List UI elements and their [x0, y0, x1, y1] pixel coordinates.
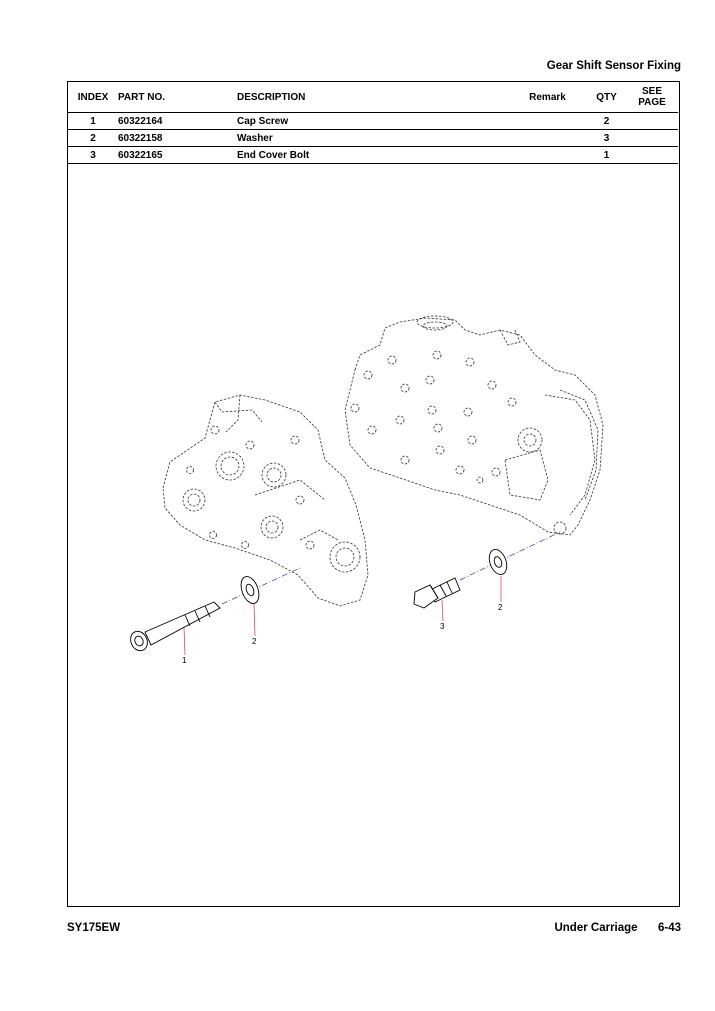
cell-description: Washer [237, 130, 508, 147]
end-cover-bolt-part [414, 578, 460, 608]
cell-index: 3 [68, 147, 118, 164]
cell-qty: 3 [587, 130, 626, 147]
callout-3: 3 [440, 622, 445, 631]
footer-right [554, 922, 681, 934]
footer-chapter: Under Carriage [554, 922, 638, 934]
cell-part-no: 60322164 [118, 113, 237, 130]
cell-description: Cap Screw [237, 113, 508, 130]
callout-2-left: 2 [252, 637, 257, 646]
col-remark: Remark [508, 82, 587, 113]
centerline-right [460, 532, 560, 580]
col-index: INDEX [68, 82, 118, 113]
col-qty: QTY [587, 82, 626, 113]
cell-part-no: 60322158 [118, 130, 237, 147]
cell-qty: 2 [587, 113, 626, 130]
centerline-left [222, 568, 300, 604]
col-see-page-line1: SEE [641, 86, 662, 97]
cell-part-no: 60322165 [118, 147, 237, 164]
leader-line-2-left [254, 604, 255, 636]
washer-part-left [238, 574, 263, 606]
leader-line-3 [442, 600, 443, 621]
cap-screw-part [128, 602, 220, 653]
callout-2-right: 2 [498, 603, 503, 612]
section-title: Gear Shift Sensor Fixing [546, 60, 681, 72]
callout-1: 1 [182, 656, 187, 665]
col-description: DESCRIPTION [237, 82, 508, 113]
washer-part-right [486, 547, 510, 577]
col-see-page-line2: PAGE [638, 97, 666, 108]
cell-index: 1 [68, 113, 118, 130]
cell-index: 2 [68, 130, 118, 147]
end-cover-housing [163, 395, 368, 606]
transmission-housing [345, 318, 603, 535]
cell-qty: 1 [587, 147, 626, 164]
footer-page-number: 6-43 [657, 922, 681, 934]
cell-description: End Cover Bolt [237, 147, 508, 164]
leader-line-1 [184, 628, 185, 655]
col-part-no: PART NO. [118, 82, 237, 113]
footer-model: SY175EW [67, 922, 121, 934]
